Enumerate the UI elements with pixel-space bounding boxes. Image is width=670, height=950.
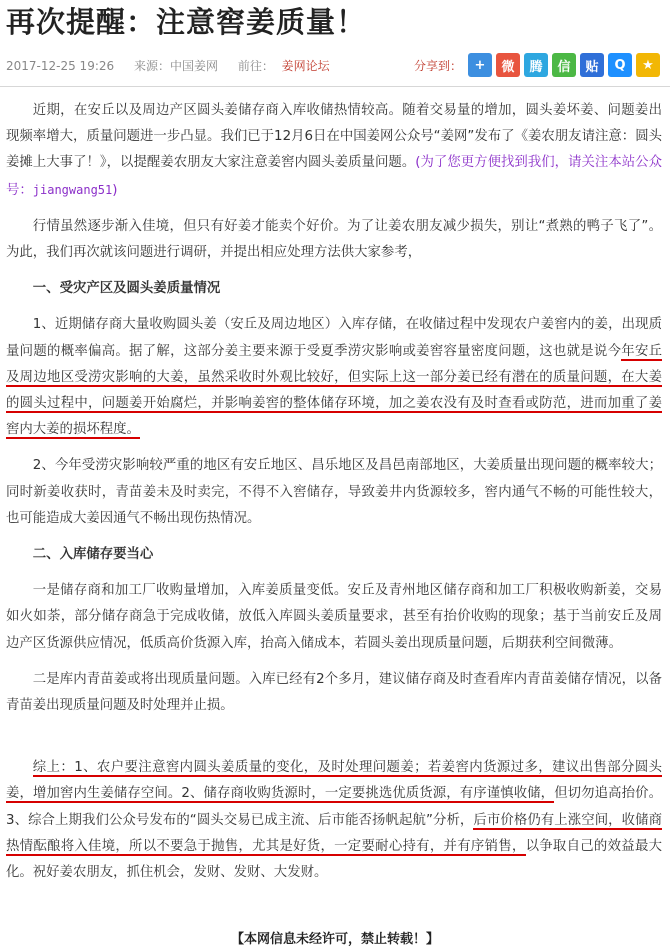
share-label: 分享到： <box>413 58 462 73</box>
quality-text-underlined: 年安丘及周边地区受涝灾影响的大姜，虽然采收时外观比较好，但实际上这一部分姜已经有潜在的质量问题，在大姜的圆头过程中，问题姜开始腐烂，并影响姜窖的整体储存环境，加之姜农没有及时查看或防范，进而加重了姜窖内大姜的损坏程度。 <box>6 343 663 438</box>
forum-link[interactable]: 姜网论坛 <box>281 59 330 73</box>
qq-share-icon[interactable]: Q <box>608 53 632 77</box>
storage-paragraph-1: 一是储存商和加工厂收购量增加，入库姜质量变低。安丘及青州地区储存商和加工厂积极收购新姜，交易如火如荼，部分储存商急于完成收储，放低入库圆头姜质量要求，甚至有抬价收购的现象；基于当前安丘及周边产区货源供应情况，低质高价货源入库，抬高入储成本，若圆头姜出现质量问题，后期获利空间微薄。 <box>6 583 662 651</box>
article-body <box>6 98 662 886</box>
article-title: 再次提醒：注意窖姜质量！ <box>6 5 367 39</box>
forum-prefix: 前往： <box>237 59 274 73</box>
section-heading-1: 一、受灾产区及圆头姜质量情况 <box>32 281 221 297</box>
tieba-share-icon[interactable]: 贴 <box>580 53 604 77</box>
follow-note: (为了您更方便找到我们，请关注本站公众号：jiangwang51) <box>6 155 662 198</box>
summary-paragraph: 综上：1、农户要注意窖内圆头姜质量的变化，及时处理问题姜；若姜窖内货源过多，建议出售部分圆头姜，增加窖内生姜储存空间。2、储存商收购货源时，一定要挑选优质货源，有序谨慎收储，但切勿追高抬价。3、综合上期我们公众号发布的“圆头交易已成主流、后市能否扬帆起航”分析，后市价格仍有上涨空间，收储商热情酝酿将入佳境，所以不要急于抛售，尤其是好货，一定要耐心持有，并有序销售，以争取自己的效益最大化。祝好姜农朋友，抓住机会，发财、发财、大发财。 <box>6 760 663 881</box>
wechat-share-icon[interactable]: 信 <box>552 53 576 77</box>
article-source: 来源：中国姜网 <box>133 59 218 73</box>
publish-date: 2017-12-25 19:26 <box>6 59 115 73</box>
tencent-weibo-share-icon[interactable]: 腾 <box>524 53 548 77</box>
quality-paragraph-1 <box>6 312 662 443</box>
plus-share-icon[interactable]: + <box>468 53 492 77</box>
weibo-share-icon[interactable]: 微 <box>496 53 520 77</box>
article-meta <box>6 58 330 74</box>
intro-text: 近期，在安丘以及周边产区圆头姜储存商入库收储热情较高。随着交易量的增加，圆头姜坏姜、问题姜出现频率增大，质量问题进一步凸显。我们已于12月6日在中国姜网公众号“姜网”发布了《姜农朋友请注意：圆头姜摊上大事了！》，以提醒姜农朋友大家注意姜窖内圆头姜质量问题。 <box>6 103 662 171</box>
copyright-notice: 【本网信息未经许可，禁止转载！】 <box>230 932 439 947</box>
section-heading-2: 二、入库储存要当心 <box>32 547 154 563</box>
intro-paragraph <box>6 98 662 204</box>
quality-paragraph-2: 2、今年受涝灾影响较严重的地区有安丘地区、昌乐地区及昌邑南部地区，大姜质量出现问题的概率较大；同时新姜收获时，青苗姜未及时卖完，不得不入窖储存，导致姜井内货源较多，窖内通气不畅的可能性较大，也可能造成大姜因通气不畅出现伤热情况。 <box>6 458 662 526</box>
quality-text-plain: 1、近期储存商大量收购圆头姜（安丘及周边地区）入库存储，在收储过程中发现农户姜窖内的姜，出现质量问题的概率偏高。据了解，这部分姜主要来源于受夏季涝灾影响或姜窖容量密度问题，这也就是说今 <box>6 317 662 359</box>
context-paragraph: 行情虽然逐步渐入佳境，但只有好姜才能卖个好价。为了让姜农朋友减少损失，别让“煮熟的鸭子飞了”。为此，我们再次就该问题进行调研，并提出相应处理方法供大家参考， <box>6 218 662 261</box>
storage-paragraph-2: 二是库内青苗姜或将出现质量问题。入库已经有2个多月，建议储存商及时查看库内青苗姜储存情况，以备青苗姜出现质量问题及时处理并止损。 <box>6 671 662 714</box>
header-divider <box>0 86 670 87</box>
share-bar <box>414 52 660 78</box>
qzone-share-icon[interactable]: ★ <box>636 53 660 77</box>
